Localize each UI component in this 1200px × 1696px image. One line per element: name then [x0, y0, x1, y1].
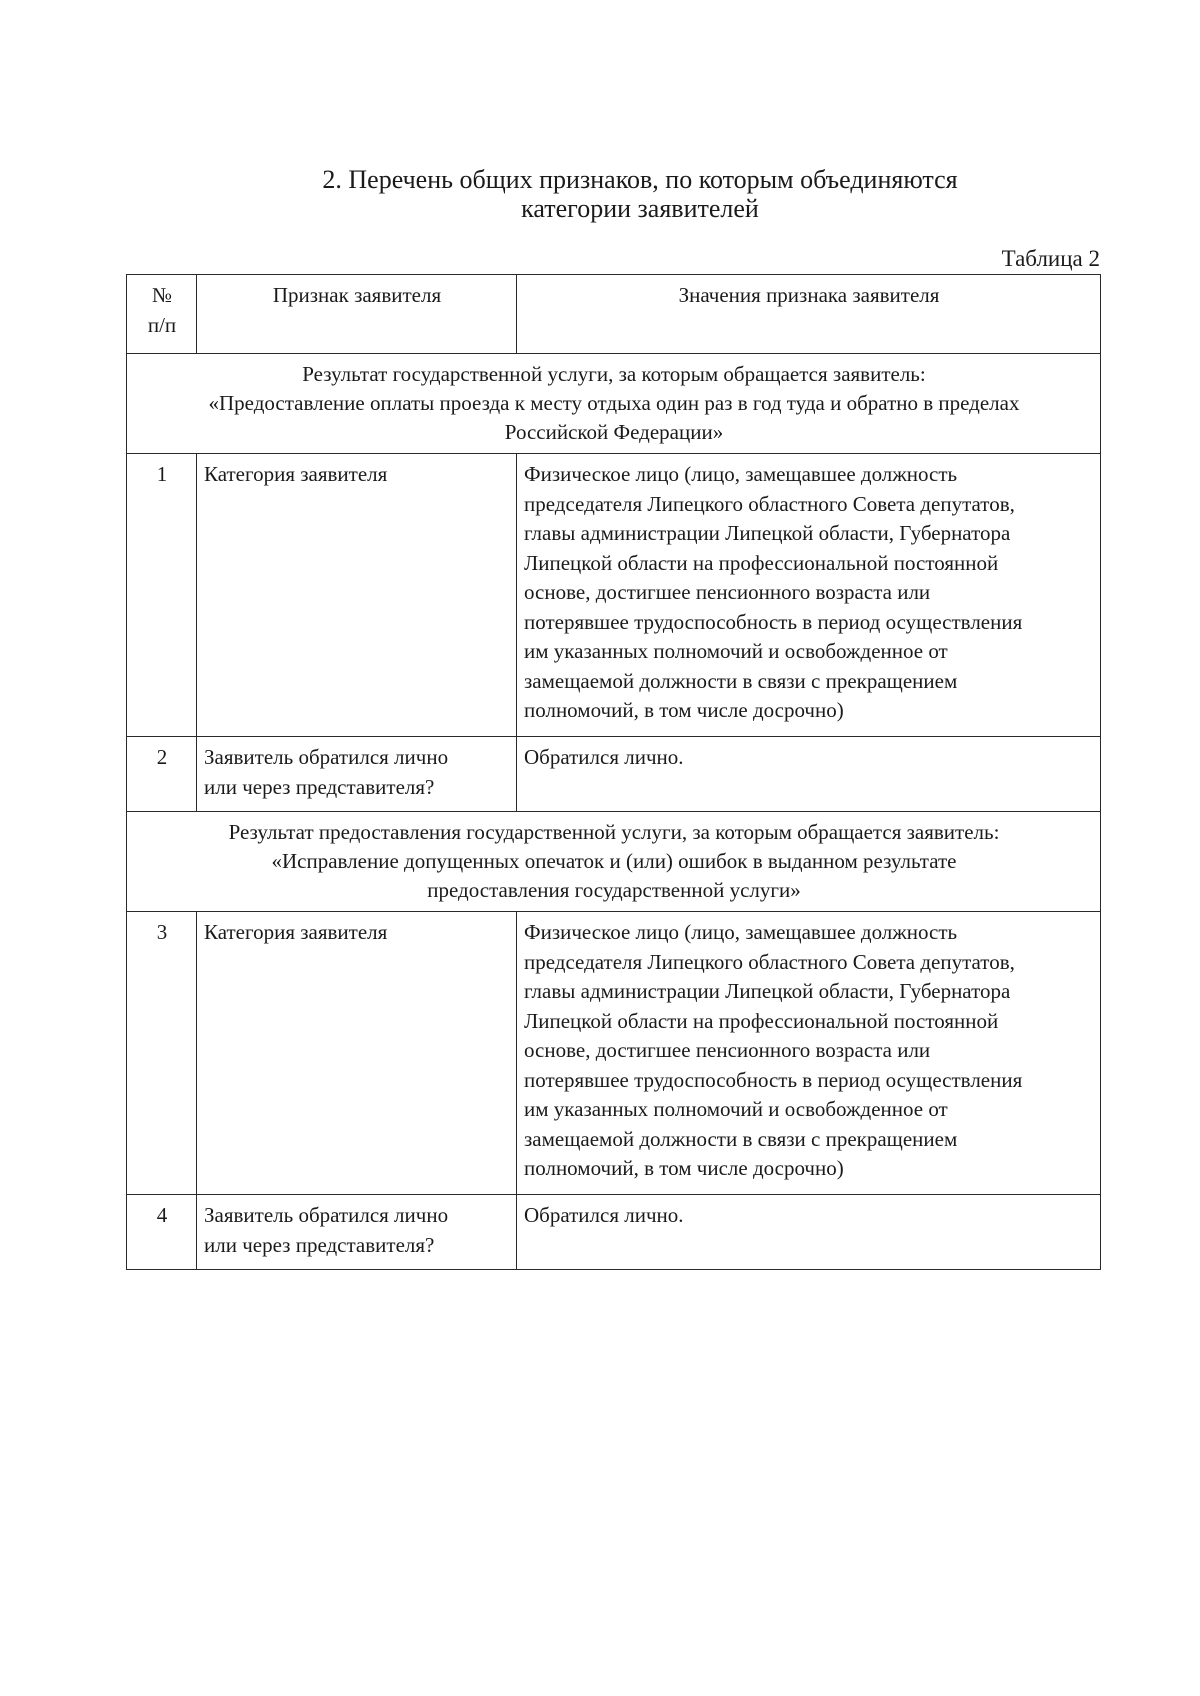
section-heading-line: предоставления государственной услуги»: [427, 878, 801, 902]
title-line-1: 2. Перечень общих признаков, по которым объединяются: [322, 165, 958, 194]
row-value: [517, 737, 1101, 812]
row-value-line: потерявшее трудоспособность в период осуществления: [524, 1067, 1023, 1092]
table-row: [127, 737, 1101, 812]
row-number: 2: [127, 737, 197, 812]
table-label: Таблица 2: [1001, 246, 1100, 271]
row-number: 3: [127, 912, 197, 1195]
row-value-line: основе, достигшее пенсионного возраста или: [524, 1038, 931, 1062]
row-value-line: замещаемой должности в связи с прекращением: [524, 1126, 958, 1151]
row-attribute: [197, 912, 517, 1195]
row-value-line: Физическое лицо (лицо, замещавшее должность: [524, 462, 958, 486]
row-value-line: Липецкой области на профессиональной постоянной: [524, 1008, 999, 1033]
row-attribute-line: или через представителя?: [204, 1232, 435, 1257]
table-row: [127, 912, 1101, 1195]
row-value-line: потерявшее трудоспособность в период осуществления: [524, 609, 1023, 634]
row-value-line: главы администрации Липецкой области, Губернатора: [524, 521, 1011, 545]
section-heading-line: Результат государственной услуги, за которым обращается заявитель:: [302, 362, 926, 386]
row-value-line: председателя Липецкого областного Совета депутатов,: [524, 491, 1015, 516]
row-attribute-line: Заявитель обратился лично: [204, 1203, 449, 1227]
title-line-2: категории заявителей: [521, 194, 759, 223]
row-value: [517, 912, 1101, 1195]
row-value: [517, 454, 1101, 737]
section-heading-line: Российской Федерации»: [504, 420, 724, 444]
row-value-line: Липецкой области на профессиональной постоянной: [524, 550, 999, 575]
row-attribute-line: Категория заявителя: [204, 462, 388, 486]
applicant-attributes-table: [126, 274, 1101, 1270]
row-value-line: Обратился лично.: [524, 1203, 684, 1227]
table-header-row: [127, 275, 1101, 354]
section-heading: [127, 812, 1101, 912]
row-value-line: главы администрации Липецкой области, Губернатора: [524, 979, 1011, 1003]
row-attribute-line: Заявитель обратился лично: [204, 745, 449, 769]
section-heading-line: «Исправление допущенных опечаток и (или) ошибок в выданном результате: [271, 849, 957, 873]
header-number-line-1: №: [151, 283, 173, 307]
document-title: [0, 165, 1200, 223]
section-heading: [127, 354, 1101, 454]
row-number: 1: [127, 454, 197, 737]
table-row: [127, 454, 1101, 737]
row-value-line: Обратился лично.: [524, 745, 684, 769]
section-heading-row: [127, 354, 1101, 454]
header-number: [127, 275, 197, 354]
header-number-line-2: п/п: [147, 312, 177, 337]
row-value-line: замещаемой должности в связи с прекращением: [524, 668, 958, 693]
row-value-line: им указанных полномочий и освобожденное от: [524, 639, 948, 663]
row-value-line: Физическое лицо (лицо, замещавшее должность: [524, 920, 958, 944]
row-attribute-line: Категория заявителя: [204, 920, 388, 944]
section-heading-row: [127, 812, 1101, 912]
row-attribute: [197, 1195, 517, 1270]
row-value-line: полномочий, в том числе досрочно): [524, 698, 844, 722]
header-values: Значения признака заявителя: [517, 275, 1101, 354]
header-attribute: Признак заявителя: [197, 275, 517, 354]
table-row: [127, 1195, 1101, 1270]
section-heading-line: Результат предоставления государственной услуги, за которым обращается заявитель:: [228, 820, 1000, 844]
row-attribute-line: или через представителя?: [204, 774, 435, 799]
row-value-line: им указанных полномочий и освобожденное от: [524, 1097, 948, 1121]
row-value-line: председателя Липецкого областного Совета депутатов,: [524, 949, 1015, 974]
row-value: [517, 1195, 1101, 1270]
section-heading-line: «Предоставление оплаты проезда к месту отдыха один раз в год туда и обратно в пределах: [208, 391, 1020, 415]
row-value-line: полномочий, в том числе досрочно): [524, 1156, 844, 1180]
row-value-line: основе, достигшее пенсионного возраста или: [524, 580, 931, 604]
row-attribute: [197, 737, 517, 812]
row-number: 4: [127, 1195, 197, 1270]
row-attribute: [197, 454, 517, 737]
